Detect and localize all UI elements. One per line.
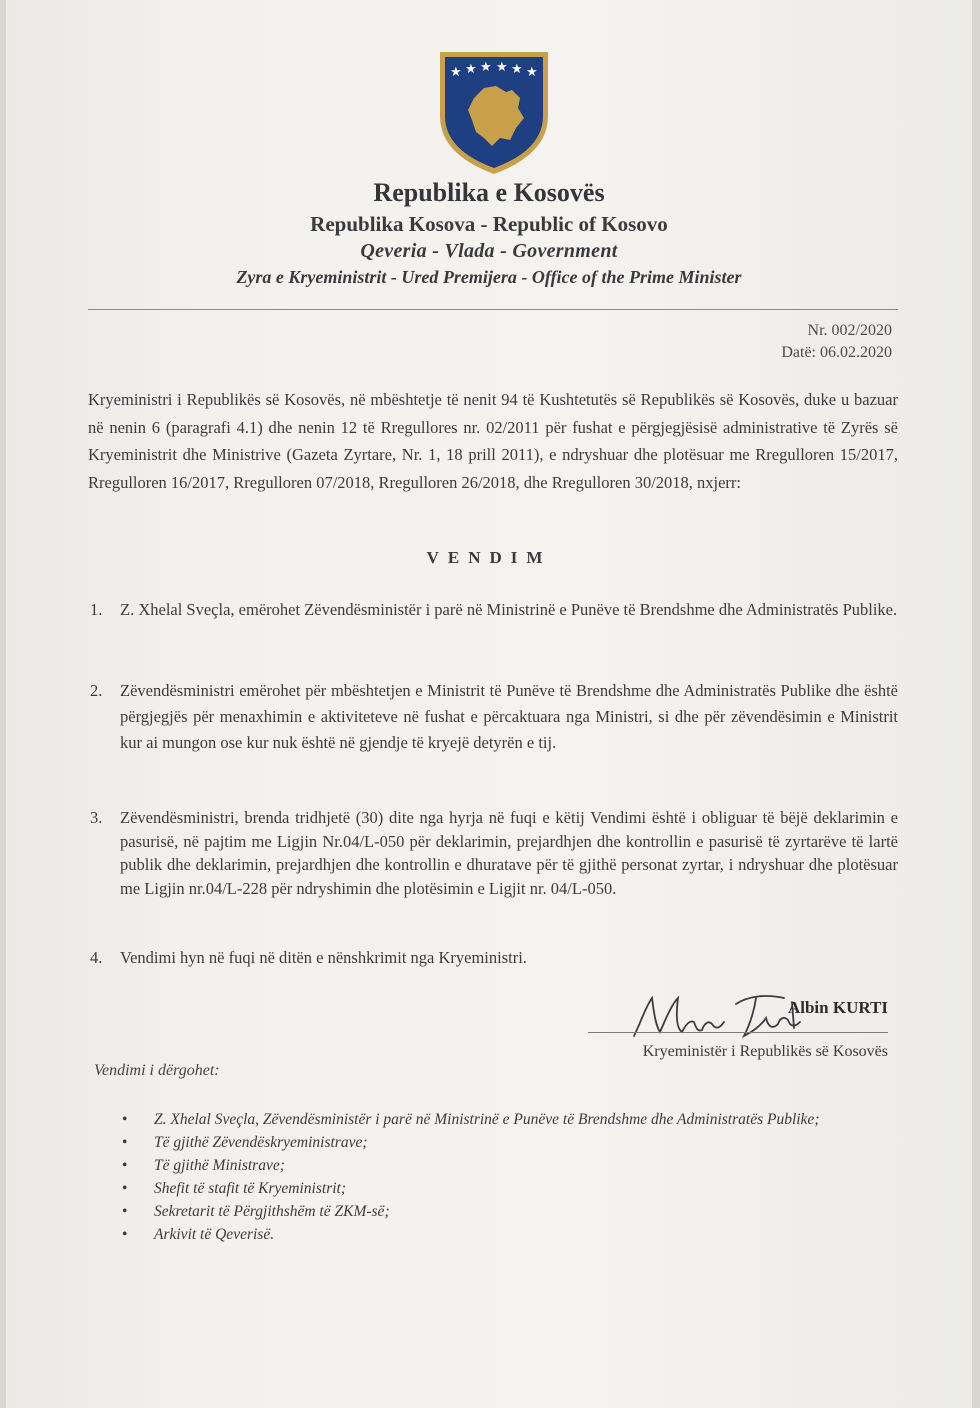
item-number: 1. bbox=[90, 600, 103, 619]
decision-item bbox=[90, 598, 898, 621]
bullet-icon: • bbox=[122, 1180, 128, 1197]
list-item bbox=[118, 1131, 898, 1154]
item-number: 2. bbox=[90, 681, 103, 700]
signatory-name: Albin KURTI bbox=[787, 998, 888, 1017]
item-number: 3. bbox=[90, 808, 103, 827]
svg-text:★: ★ bbox=[511, 62, 523, 77]
header-government: Qeveria - Vlada - Government bbox=[360, 240, 618, 262]
list-item bbox=[118, 1200, 898, 1223]
item-number: 4. bbox=[90, 948, 103, 967]
document-reference bbox=[781, 320, 892, 364]
distribution-heading: Vendimi i dërgohet: bbox=[94, 1062, 220, 1079]
decision-item bbox=[90, 678, 898, 756]
svg-text:★: ★ bbox=[450, 65, 462, 80]
recipient-text: Z. Xhelal Sveçla, Zëvendësministër i parë në Ministrinë e Punëve të Brendshme dhe Administratës Publike; bbox=[154, 1111, 820, 1128]
list-item bbox=[118, 1177, 898, 1200]
bullet-icon: • bbox=[122, 1157, 128, 1174]
bullet-icon: • bbox=[122, 1111, 128, 1128]
item-text: Zëvendësministri, brenda tridhjetë (30) dite nga hyrja në fuqi e këtij Vendimi është i obliguar të bëjë deklarimin e pasurisë, në pajtim me Ligjin Nr.04/L-050 për deklarimin, prejardhjen dhe kontrollin e pasurisë të zyrtarëve të lartë publik dhe deklarimin, prejardhjen dhe kontrollin e dhuratave për të gjithë personat zyrtar, i ndryshuar dhe plotësuar me Ligjin nr.04/L-228 për ndryshimin dhe plotësimin e Ligjit nr. 04/L-050. bbox=[120, 808, 898, 898]
list-item bbox=[118, 1108, 898, 1131]
distribution-list bbox=[118, 1108, 898, 1246]
svg-text:★: ★ bbox=[496, 60, 508, 75]
recipient-text: Shefit të stafit të Kryeministrit; bbox=[154, 1180, 347, 1197]
header-country-albanian: Republika e Kosovës bbox=[373, 178, 605, 207]
recipient-text: Të gjithë Zëvendëskryeministrave; bbox=[154, 1134, 368, 1151]
recipient-text: Të gjithë Ministrave; bbox=[154, 1157, 285, 1174]
item-text: Z. Xhelal Sveçla, emërohet Zëvendësministër i parë në Ministrinë e Punëve të Brendshme dhe Administratës Publike. bbox=[120, 600, 898, 619]
signature-line bbox=[588, 1032, 888, 1033]
document-number: Nr. 002/2020 bbox=[807, 322, 892, 339]
preamble-paragraph: Kryeministri i Republikës së Kosovës, në mbështetje të nenit 94 të Kushtetutës së Republikës së Kosovës, duke u bazuar në nenin 6 (paragrafi 4.1) dhe nenin 12 të Rregullores nr. 02/2011 për fushat e përgjegjësisë administrative të Zyrës së Kryeministrit dhe Ministrive (Gazeta Zyrtare, Nr. 1, 18 prill 2011), e ndryshuar dhe plotësuar me Rregulloren 15/2017, Rregulloren 16/2017, Rregulloren 07/2018, Rregulloren 26/2018, dhe Rregulloren 30/2018, nxjerr: bbox=[88, 390, 898, 492]
recipient-text: Arkivit të Qeverisë. bbox=[154, 1226, 275, 1243]
header-country-multilingual: Republika Kosova - Republic of Kosovo bbox=[310, 212, 668, 236]
decision-item bbox=[90, 946, 898, 970]
list-item bbox=[118, 1223, 898, 1246]
header-divider bbox=[88, 309, 898, 310]
header-office: Zyra e Kryeministrit - Ured Premijera - Office of the Prime Minister bbox=[236, 267, 742, 287]
document-page bbox=[6, 0, 972, 1408]
decision-item bbox=[90, 806, 898, 900]
bullet-icon: • bbox=[122, 1226, 128, 1243]
svg-text:★: ★ bbox=[465, 62, 477, 77]
list-item bbox=[118, 1154, 898, 1177]
decision-title: VENDIM bbox=[426, 548, 552, 567]
svg-text:★: ★ bbox=[526, 65, 538, 80]
bullet-icon: • bbox=[122, 1134, 128, 1151]
document-date: Datë: 06.02.2020 bbox=[781, 344, 892, 361]
bullet-icon: • bbox=[122, 1203, 128, 1220]
signatory-title: Kryeministër i Republikës së Kosovës bbox=[642, 1043, 888, 1060]
item-text: Zëvendësministri emërohet për mbështetjen e Ministrit të Punëve të Brendshme dhe Administratës Publike dhe është përgjegjës për menaxhimin e aktiviteteve në fushat e përcaktuara nga Ministri, si dhe për zëvendësimin e Ministrit kur ai mungon ose kur nuk është në gjendje të kryejë detyrën e tij. bbox=[120, 681, 898, 752]
kosovo-coat-of-arms-icon bbox=[434, 46, 554, 178]
item-text: Vendimi hyn në fuqi në ditën e nënshkrimit nga Kryeministri. bbox=[120, 948, 527, 967]
recipient-text: Sekretarit të Përgjithshëm të ZKM-së; bbox=[154, 1203, 390, 1220]
svg-text:★: ★ bbox=[480, 60, 492, 75]
